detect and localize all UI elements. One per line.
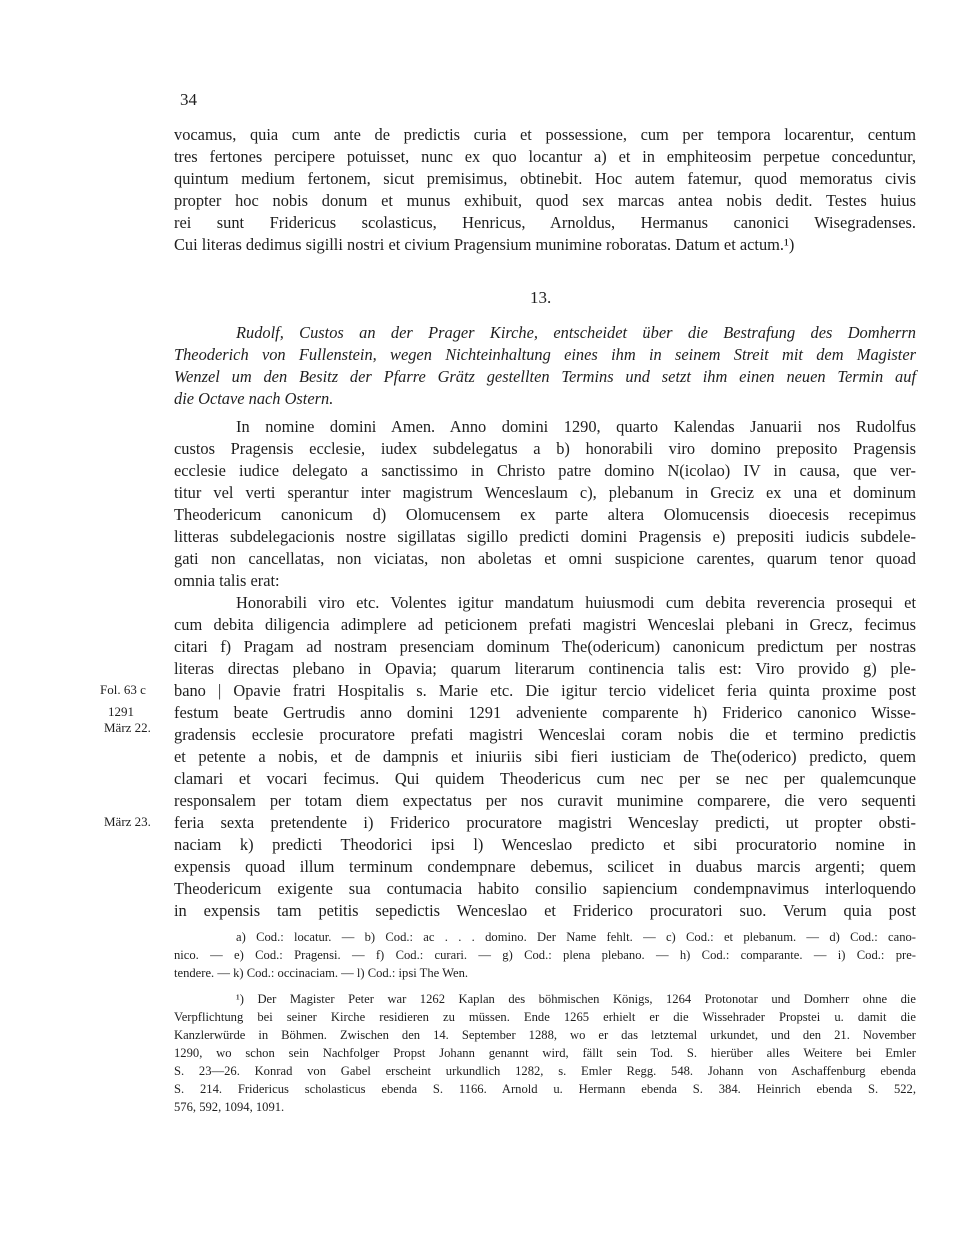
text-line: propter hoc nobis donum et munus exhibuit, quod sex marcas antea nobis dedit. Testes huius <box>174 191 916 210</box>
footnote-line: ¹) Der Magister Peter war 1262 Kaplan des böhmischen Königs, 1264 Protonotar und Domherr ohne die <box>236 992 916 1006</box>
summary-line: Rudolf, Custos an der Prager Kirche, entscheidet über die Bestrafung des Domherrn <box>236 323 916 342</box>
text-line: expensis quoad illum terminum condempnare debemus, scilicet in duabus marcis argenti; quem <box>174 857 916 876</box>
footnote-line: S. 214. Fridericus scholasticus ebenda S. 1166. Arnold u. Hermann ebenda S. 384. Heinrich ebenda S. 522, <box>174 1082 916 1096</box>
text-line: Cui literas dedimus sigilli nostri et civium Pragensium munimine roboratas. Datum et actum.¹) <box>174 235 795 254</box>
text-line: responsalem per totam diem expectatus per nos curavit munimine comparere, die vero sequenti <box>174 791 916 810</box>
text-line: clamari et vocari fecimus. Qui quidem Theodericus cum nec per se nec per qualemcunque <box>174 769 916 788</box>
text-line: ecclesie iudice delegato a sanctissimo in Christo patre domino N(icolao) IV in causa, que ver- <box>174 461 916 480</box>
text-line: et petente a nobis, et de dampnis et iniuriis sibi fieri iusticiam de The(oderico) predicto, quem <box>174 747 916 766</box>
margin-note-folio: Fol. 63 c <box>100 682 146 697</box>
text-line: titur vel verti sperantur inter magistrum Wenceslaum c), plebanum in Greciz ex una et dominum <box>174 483 916 502</box>
text-line: feria sexta pretendente i) Friderico procuratore magistri Wenceslay predicti, ut propter obsti- <box>174 813 916 832</box>
footnote-line: S. 23—26. Konrad von Gabel erscheint urkundlich 1282, s. Emler Regg. 548. Johann von Aschaffenburg ebenda <box>174 1064 916 1078</box>
text-line: literas directas plebano in Opavia; quarum literarum continencia talis est: Viro provido g) ple- <box>174 659 916 678</box>
text-line: festum beate Gertrudis anno domini 1291 adveniente comparente h) Friderico canonico Wisse- <box>174 703 916 722</box>
footnote-line: 576, 592, 1094, 1091. <box>174 1100 285 1114</box>
summary-line: Wenzel um den Besitz der Pfarre Grätz gestellten Termins und setzt ihm einen neuen Termin auf <box>174 367 916 386</box>
text-line: gati non cancellatas, non viciatas, non aboletas et omni suspicione carentes, quarum tenor quoad <box>174 549 916 568</box>
document-number: 13. <box>530 288 552 307</box>
text-line: citari f) Pragam ad nostram presenciam dominum The(odericum) canonicum predictum per nostras <box>174 637 916 656</box>
margin-note-date: März 22. <box>104 720 151 735</box>
text-line: rei sunt Fridericus scolasticus, Henricus, Arnoldus, Hermanus canonici Wisegradenses. <box>174 213 916 232</box>
summary-line: Theoderich von Fullenstein, wegen Nichteinhaltung eines ihm in seinem Streit mit dem Magister <box>174 345 916 364</box>
page-number: 34 <box>180 90 197 109</box>
text-line: quintum medium fertonem, sicut premisimus, obtinebit. Hoc autem fatemur, quod memoratus civis <box>174 169 916 188</box>
text-line: omnia talis erat: <box>174 571 280 590</box>
text-line: Theodericum exigente sua contumacia habito consilio sapiencium condempnavimus interloquendo <box>174 879 916 898</box>
text-line: bano | Opavie fratri Hospitalis s. Marie etc. Die igitur tercio videlicet feria quinta proxime post <box>174 681 916 700</box>
text-line: Theodericum canonicum d) Olomucensem ex parte altera Olomucensis dioecesis recepimus <box>174 505 916 524</box>
footnote-line: 1290, wo schon sein Nachfolger Propst Johann genannt wird, fällt sein Tod. S. hierüber alles Weitere bei Emler <box>174 1046 916 1060</box>
summary-line: die Octave nach Ostern. <box>174 389 334 408</box>
text-line: tres fertones percipere potuisset, nunc ex quo locantur a) et in emphiteosim perpetue conceduntur, <box>174 147 916 166</box>
text-line: Honorabili viro etc. Volentes igitur mandatum huiusmodi cum debita reverencia prosequi et <box>236 593 916 612</box>
text-line: in expensis tam petitis sepedictis Wenceslao et Friderico procuratori suo. Verum quia post <box>174 901 916 920</box>
margin-note-year: 1291 <box>108 704 134 719</box>
footnote-line: Kanzlerwürde in Böhmen. Zwischen den 14. September 1288, wo er das letztemal urkundet, und den 21. November <box>174 1028 916 1042</box>
text-line: In nomine domini Amen. Anno domini 1290, quarto Kalendas Januarii nos Rudolfus <box>236 417 916 436</box>
variant-note-line: nico. — e) Cod.: Pragensi. — f) Cod.: curari. — g) Cod.: plena plebano. — h) Cod.: comparante. — i) Cod.: pre- <box>174 948 916 962</box>
footnote-line: Verpflichtung bei seiner Kirche residieren zu müssen. Ende 1265 erhielt er die Wissehrader Propstei u. damit die <box>174 1010 916 1024</box>
text-line: cum debita diligencia adimplere ad peticionem prefati magistri Wenceslai plebani in Grecz, fecimus <box>174 615 916 634</box>
margin-note-date: März 23. <box>104 814 151 829</box>
variant-note-line: tendere. — k) Cod.: occinaciam. — l) Cod.: ipsi The Wen. <box>174 966 469 980</box>
text-line: gradensis ecclesie procuratore prefati magistri Wenceslai coram nobis die et termino predictis <box>174 725 916 744</box>
variant-note-line: a) Cod.: locatur. — b) Cod.: ac . . . domino. Der Name fehlt. — c) Cod.: et plebanum. — d) Cod.: cano- <box>236 930 916 944</box>
text-line: custos Pragensis ecclesie, iudex subdelegatus a b) honorabili viro domino preposito Pragensis <box>174 439 916 458</box>
text-line: naciam k) predicti Theodorici ipsi l) Wenceslao predicto et sibi procuratorio nomine in <box>174 835 916 854</box>
text-line: vocamus, quia cum ante de predictis curia et possessione, cum per tempora locarentur, centum <box>174 125 916 144</box>
text-line: litteras subdelegacionis nostre sigillatas sigillo predicti domini Pragensis e) prepositi iudicis subdele- <box>174 527 916 546</box>
